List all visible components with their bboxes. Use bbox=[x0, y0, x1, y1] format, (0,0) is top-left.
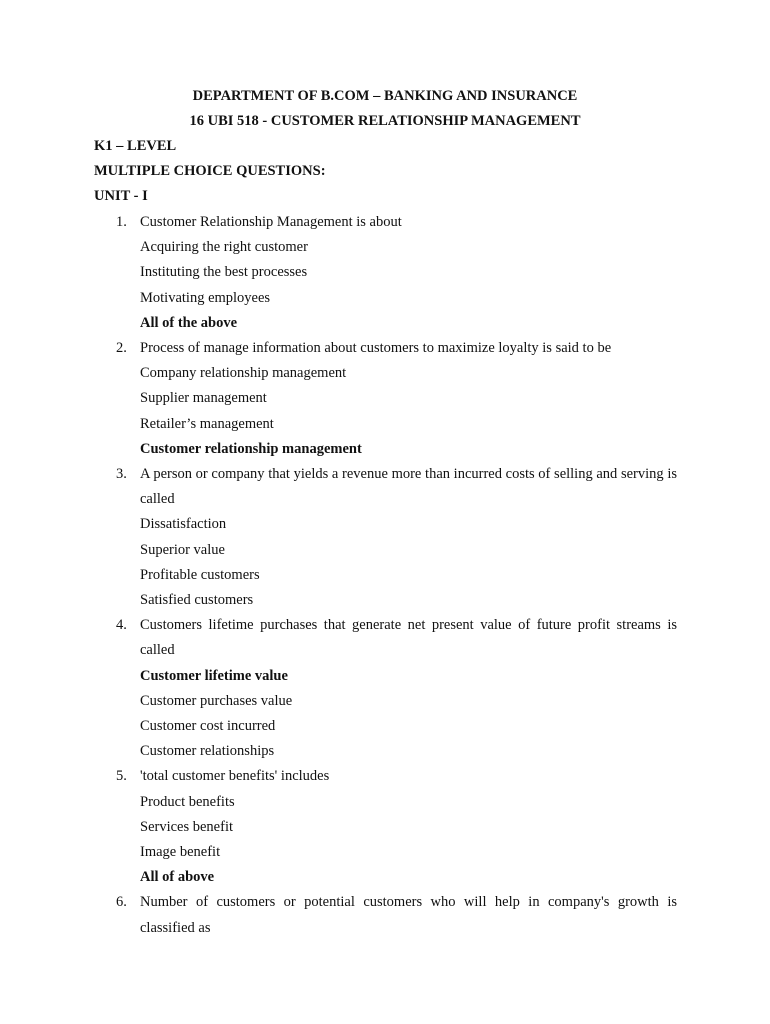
correct-answer-option: All of the above bbox=[140, 314, 238, 331]
question-text: 'total customer benefits' includes bbox=[140, 768, 330, 785]
question-item bbox=[0, 613, 770, 764]
correct-answer-option: Customer relationship management bbox=[140, 440, 362, 457]
answer-option: Services benefit bbox=[140, 818, 234, 835]
question-text: Customers lifetime purchases that generate net present value of future profit streams is called bbox=[140, 617, 677, 659]
course-heading: 16 UBI 518 - CUSTOMER RELATIONSHIP MANAGEMENT bbox=[189, 113, 581, 129]
question-number: 5. bbox=[116, 768, 127, 785]
answer-option: Image benefit bbox=[140, 844, 221, 861]
unit-label: UNIT - I bbox=[94, 188, 148, 204]
question-text: Number of customers or potential customers who will help in company's growth is classified as bbox=[140, 894, 677, 936]
correct-answer-option: All of above bbox=[140, 869, 215, 886]
answer-option: Supplier management bbox=[140, 390, 267, 407]
question-number: 2. bbox=[116, 340, 127, 357]
answer-option: Superior value bbox=[140, 541, 225, 558]
question-number: 3. bbox=[116, 466, 127, 483]
answer-option: Customer relationships bbox=[140, 743, 275, 760]
question-number: 6. bbox=[116, 894, 127, 911]
question-text: A person or company that yields a revenue more than incurred costs of selling and serving is called bbox=[140, 466, 677, 508]
answer-option: Satisfied customers bbox=[140, 592, 254, 609]
question-item bbox=[0, 462, 770, 613]
question-item bbox=[0, 210, 770, 336]
question-item bbox=[0, 336, 770, 462]
correct-answer-option: Customer lifetime value bbox=[140, 667, 288, 684]
answer-option: Dissatisfaction bbox=[140, 516, 227, 533]
answer-option: Retailer’s management bbox=[140, 415, 274, 432]
answer-option: Company relationship management bbox=[140, 365, 347, 382]
answer-option: Customer cost incurred bbox=[140, 718, 276, 735]
answer-option: Motivating employees bbox=[140, 289, 271, 306]
department-heading: DEPARTMENT OF B.COM – BANKING AND INSURANCE bbox=[192, 88, 578, 104]
question-list bbox=[0, 210, 770, 941]
question-text: Customer Relationship Management is about bbox=[140, 214, 402, 230]
question-item bbox=[0, 764, 770, 890]
question-number: 4. bbox=[116, 617, 127, 634]
answer-option: Instituting the best processes bbox=[140, 264, 308, 281]
question-item bbox=[0, 890, 770, 940]
answer-option: Customer purchases value bbox=[140, 692, 293, 709]
question-text: Process of manage information about customers to maximize loyalty is said to be bbox=[140, 340, 612, 357]
answer-option: Acquiring the right customer bbox=[140, 239, 308, 256]
level-label: K1 – LEVEL bbox=[94, 138, 177, 154]
answer-option: Profitable customers bbox=[140, 566, 260, 583]
question-number: 1. bbox=[116, 214, 127, 230]
section-title: MULTIPLE CHOICE QUESTIONS: bbox=[94, 163, 326, 179]
answer-option: Product benefits bbox=[140, 793, 235, 810]
